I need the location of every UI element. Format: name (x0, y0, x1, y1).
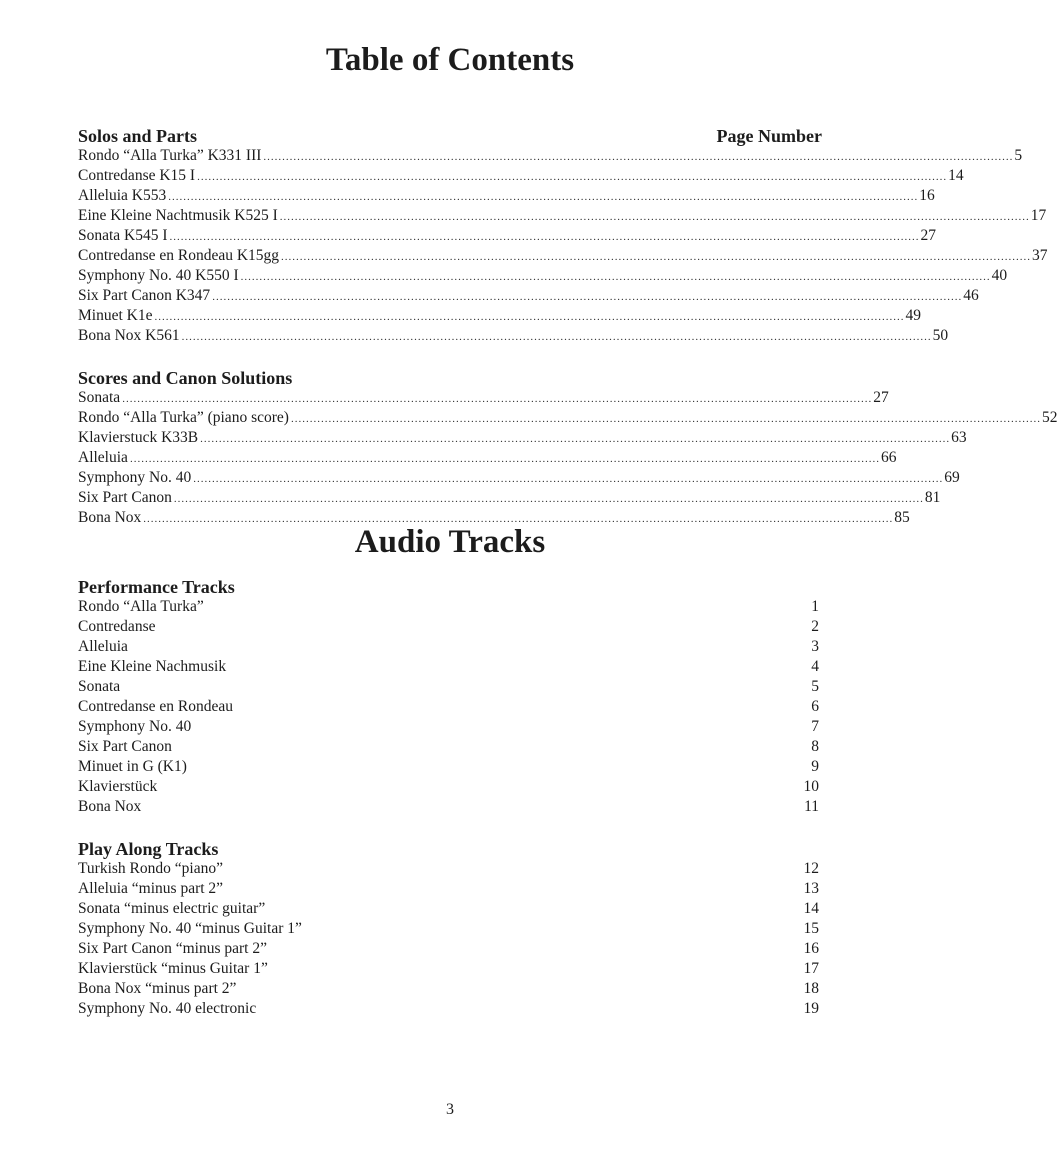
scores-header (78, 368, 822, 388)
dot-leader: ........................................................................................................................................................................................................ (168, 191, 919, 203)
solos-section (78, 126, 1048, 346)
track-title: Rondo “Alla Turka” (78, 598, 204, 615)
toc-entry (78, 408, 1057, 428)
toc-entry-title: Alleluia (78, 449, 128, 466)
toc-entry-page: 27 (920, 227, 937, 244)
solos-header (78, 126, 822, 146)
toc-entry-page: 40 (991, 267, 1008, 284)
track-title: Alleluia “minus part 2” (78, 880, 224, 897)
toc-entry (78, 146, 1023, 166)
audio-tracks-title: Audio Tracks (354, 524, 546, 560)
toc-entry-page: 85 (894, 509, 910, 526)
toc-entry-title: Rondo “Alla Turka” K331 III (78, 147, 262, 164)
toc-entry-title: Alleluia K553 (78, 187, 167, 204)
track-number: 14 (803, 900, 819, 917)
page-number-label: Page Number (716, 126, 822, 146)
toc-entry (78, 326, 949, 346)
toc-title: Table of Contents (325, 42, 575, 78)
scores-heading: Scores and Canon Solutions (78, 368, 293, 388)
track-title: Minuet in G (K1) (78, 758, 187, 775)
track-entry (78, 939, 822, 959)
track-title: Bona Nox “minus part 2” (78, 980, 237, 997)
toc-entry (78, 266, 1008, 286)
dot-leader: ........................................................................................................................................................................................................ (193, 473, 944, 485)
toc-entry (78, 448, 897, 468)
track-number: 6 (811, 698, 819, 715)
toc-entry (78, 488, 941, 508)
track-number: 10 (803, 778, 819, 795)
toc-entry-title: Symphony No. 40 K550 I (78, 267, 239, 284)
toc-entry-title: Rondo “Alla Turka” (piano score) (78, 409, 289, 426)
toc-entry-title: Minuet K1e (78, 307, 153, 324)
track-number: 13 (803, 880, 819, 897)
dot-leader: ........................................................................................................................................................................................................ (240, 271, 991, 283)
toc-entry-page: 52 (1041, 409, 1057, 426)
track-title: Symphony No. 40 (78, 718, 192, 735)
toc-entry-title: Klavierstuck K33B (78, 429, 199, 446)
dot-leader: ........................................................................................................................................................................................................ (212, 291, 963, 303)
toc-entry-page: 27 (873, 389, 889, 406)
track-title: Contredanse (78, 618, 156, 635)
toc-entry-title: Bona Nox (78, 509, 142, 526)
toc-entry-title: Six Part Canon K347 (78, 287, 211, 304)
page-number: 3 (446, 1101, 454, 1118)
track-entry (78, 677, 822, 697)
playalong-list (78, 859, 822, 1019)
track-number: 15 (803, 920, 819, 937)
dot-leader: ........................................................................................................................................................................................................ (129, 453, 880, 465)
track-number: 3 (811, 638, 819, 655)
track-title: Alleluia (78, 638, 128, 655)
track-entry (78, 617, 822, 637)
track-entry (78, 637, 822, 657)
toc-entry-page: 49 (905, 307, 921, 324)
track-entry (78, 757, 822, 777)
solos-list (78, 146, 1048, 346)
toc-entry (78, 428, 967, 448)
performance-section (78, 577, 822, 817)
track-title: Symphony No. 40 “minus Guitar 1” (78, 920, 302, 937)
playalong-section (78, 839, 822, 1019)
scores-section (78, 368, 1057, 528)
track-entry (78, 737, 822, 757)
toc-entry (78, 286, 979, 306)
toc-entry-title: Six Part Canon (78, 489, 172, 506)
track-number: 7 (811, 718, 819, 735)
scores-list (78, 388, 1057, 528)
track-number: 2 (811, 618, 819, 635)
toc-entry-page: 81 (924, 489, 941, 506)
dot-leader: ........................................................................................................................................................................................................ (200, 433, 951, 445)
toc-entry-page: 5 (1014, 147, 1023, 164)
dot-leader: ........................................................................................................................................................................................................ (173, 493, 924, 505)
performance-heading: Performance Tracks (78, 577, 235, 597)
track-entry (78, 597, 822, 617)
track-entry (78, 657, 822, 677)
toc-entry (78, 468, 960, 488)
toc-entry-page: 17 (1030, 207, 1047, 224)
toc-entry (78, 186, 935, 206)
track-number: 12 (803, 860, 819, 877)
track-title: Six Part Canon “minus part 2” (78, 940, 267, 957)
toc-entry (78, 388, 889, 408)
dot-leader: ........................................................................................................................................................................................................ (281, 251, 1032, 263)
playalong-header (78, 839, 822, 859)
track-title: Contredanse en Rondeau (78, 698, 233, 715)
dot-leader: ........................................................................................................................................................................................................ (290, 413, 1041, 425)
toc-entry-page: 14 (948, 167, 964, 184)
track-title: Bona Nox (78, 798, 142, 815)
dot-leader: ........................................................................................................................................................................................................ (263, 151, 1014, 163)
track-title: Klavierstück “minus Guitar 1” (78, 960, 268, 977)
performance-list (78, 597, 822, 817)
track-number: 19 (803, 1000, 819, 1017)
track-number: 1 (811, 598, 819, 615)
track-number: 16 (803, 940, 819, 957)
track-title: Symphony No. 40 electronic (78, 1000, 257, 1017)
toc-entry-page: 37 (1032, 247, 1048, 264)
track-number: 17 (803, 960, 819, 977)
toc-entry-title: Contredanse en Rondeau K15gg (78, 247, 280, 264)
dot-leader: ........................................................................................................................................................................................................ (197, 171, 948, 183)
track-title: Turkish Rondo “piano” (78, 860, 223, 877)
toc-entry-page: 46 (963, 287, 979, 304)
track-number: 5 (811, 678, 819, 695)
track-entry (78, 919, 822, 939)
track-number: 11 (804, 798, 819, 815)
track-entry (78, 979, 822, 999)
track-number: 8 (811, 738, 819, 755)
track-entry (78, 859, 822, 879)
dot-leader: ........................................................................................................................................................................................................ (122, 393, 873, 405)
performance-header (78, 577, 822, 597)
dot-leader: ........................................................................................................................................................................................................ (279, 211, 1030, 223)
track-entry (78, 797, 822, 817)
solos-heading: Solos and Parts (78, 126, 198, 146)
dot-leader: ........................................................................................................................................................................................................ (154, 311, 905, 323)
track-number: 18 (803, 980, 819, 997)
toc-entry (78, 206, 1047, 226)
toc-entry-page: 50 (932, 327, 949, 344)
toc-entry-page: 66 (880, 449, 897, 466)
toc-entry-title: Sonata (78, 389, 121, 406)
toc-entry-title: Symphony No. 40 (78, 469, 192, 486)
track-title: Six Part Canon (78, 738, 172, 755)
track-entry (78, 777, 822, 797)
track-title: Klavierstück (78, 778, 158, 795)
dot-leader: ........................................................................................................................................................................................................ (181, 331, 932, 343)
track-entry (78, 959, 822, 979)
track-number: 9 (811, 758, 819, 775)
toc-entry-title: Eine Kleine Nachtmusik K525 I (78, 207, 278, 224)
toc-entry (78, 166, 964, 186)
track-entry (78, 999, 822, 1019)
track-number: 4 (811, 658, 819, 675)
toc-entry-page: 63 (951, 429, 967, 446)
track-entry (78, 697, 822, 717)
track-entry (78, 717, 822, 737)
track-title: Eine Kleine Nachmusik (78, 658, 227, 675)
toc-entry-title: Bona Nox K561 (78, 327, 180, 344)
track-entry (78, 899, 822, 919)
toc-entry-title: Sonata K545 I (78, 227, 168, 244)
toc-entry (78, 226, 937, 246)
playalong-heading: Play Along Tracks (78, 839, 219, 859)
track-title: Sonata “minus electric guitar” (78, 900, 266, 917)
toc-entry (78, 306, 921, 326)
toc-entry-title: Contredanse K15 I (78, 167, 196, 184)
track-entry (78, 879, 822, 899)
toc-entry-page: 16 (919, 187, 935, 204)
dot-leader: ........................................................................................................................................................................................................ (169, 231, 920, 243)
toc-entry (78, 246, 1048, 266)
dot-leader: ........................................................................................................................................................................................................ (143, 513, 894, 525)
track-title: Sonata (78, 678, 121, 695)
toc-entry-page: 69 (944, 469, 960, 486)
